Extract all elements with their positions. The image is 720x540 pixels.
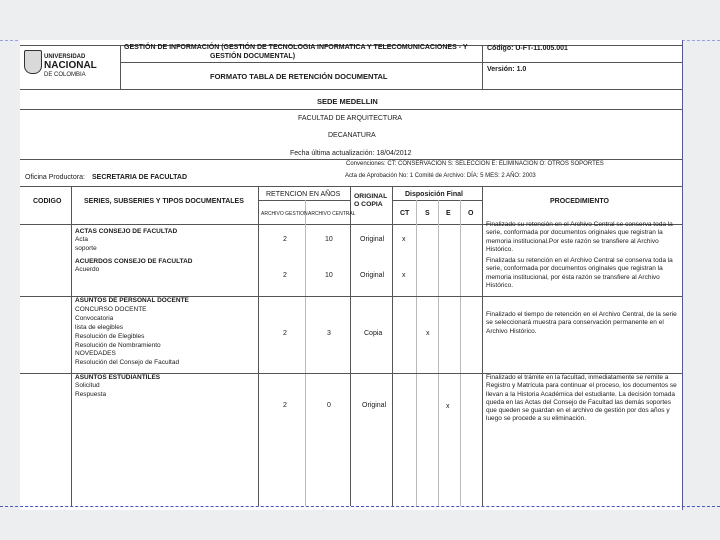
header-retencion: RETENCION EN AÑOS [266,191,341,198]
col-line-8 [460,200,461,506]
sede: SEDE MEDELLIN [317,97,378,106]
header-original-copia: ORIGINAL O COPIA [354,193,388,209]
col-line-4 [350,186,351,506]
col-line-5 [392,186,393,506]
table-row-actas [75,228,255,253]
row-acuerdos-ct: x [402,272,406,279]
convenciones: Convenciones: CT: CONSERVACION S: SELECCION E: ELIMINACION O: OTROS SOPORTES [346,161,604,167]
col-line-6 [416,200,417,506]
series-item: Solicitud [75,382,100,390]
series-item: soporte [75,244,97,252]
decanatura: DECANATURA [328,132,376,139]
row-actas-gestion: 2 [283,236,287,243]
meta-line-2 [20,159,682,160]
series-item: CONCURSO DOCENTE [75,305,147,313]
header-vline-2 [482,45,483,89]
row-personal-procedimiento: Finalizado el tiempo de retención en el Archivo Central, de la serie se seleccionará muestra para conservación permanente en el Archivo Histórico. [486,311,677,335]
header-procedimiento: PROCEDIMIENTO [550,198,609,205]
series-item: Convocatoria [75,314,114,322]
series-item: lista de elegibles [75,323,124,331]
series-item: Acta [75,236,89,244]
row-actas-procedimiento: Finalizado su retención en el Archivo Central se conserva toda la serie, conformada por documentos originales que registran la memoria institucional.Por este razón se transfiere al Archivo Histórico. [486,221,673,253]
header-ct: CT [400,210,410,217]
row-estudiantiles-central: 0 [327,402,331,409]
series-title: ASUNTOS DE PERSONAL DOCENTE [75,297,189,304]
row-estudiantiles-gestion: 2 [283,402,287,409]
series-item: Acuerdo [75,266,100,274]
series-item: Resolución de Elegibles [75,332,145,340]
facultad: FACULTAD DE ARQUITECTURA [298,115,402,122]
series-title: ACUERDOS CONSEJO DE FACULTAD [75,258,193,265]
format-title: FORMATO TABLA DE RETENCIÓN DOCUMENTAL [210,72,388,81]
header-series: SERIES, SUBSERIES Y TIPOS DOCUMENTALES [84,198,244,205]
row-personal-original: Copia [364,330,383,337]
series-item: Resolución de Nombramiento [75,341,161,349]
university-shield-icon [24,50,42,74]
row-personal-s: x [426,330,430,337]
header-archivo-gestion: ARCHIVO GESTION [261,211,308,217]
header-e: E [446,210,451,217]
university-logo [24,46,116,84]
row-personal-gestion: 2 [283,330,287,337]
header-mid-line [120,62,682,63]
header-o: O [468,210,474,217]
header-title-line1: GESTIÓN DE INFORMACIÓN (GESTIÓN DE TECNOLOGIA INFORMATICA Y TELECOMUNICACIONES - Y [124,44,468,51]
series-title: ASUNTOS ESTUDIANTILES [75,374,161,381]
logo-line2: NACIONAL [44,60,97,71]
row-actas-central: 10 [325,236,333,243]
row-estudiantiles-e: x [446,403,450,410]
row-acuerdos-procedimiento: Finalizada su retención en el Archivo Central se conserva toda la serie, conformada por documentos originales que registran la memoria institucional, por ésta razón se transfiere al Archivo Histórico. [486,257,673,289]
col-line-7 [438,200,439,506]
retencion-split-line [258,200,350,201]
series-item: Resolución del Consejo de Facultad [75,359,180,367]
document-version: Versión: 1.0 [487,66,527,73]
oficina-label: Oficina Productora: [25,174,85,181]
meta-line-1 [20,109,682,110]
bottom-dashed-rule [0,506,720,507]
row-estudiantiles-original: Original [362,402,387,409]
col-line-3 [305,200,306,506]
disposicion-split-line [392,200,482,201]
table-top-line [20,186,682,187]
fecha-actualizacion: Fecha última actualización: 18/04/2012 [290,150,412,157]
row-acuerdos-original: Original [360,272,385,279]
col-line-1 [71,186,72,506]
series-item: NOVEDADES [75,350,116,358]
series-title: ACTAS CONSEJO DE FACULTAD [75,228,178,235]
document-code: Código: U-FT-11.005.001 [487,45,568,52]
header-bottom-line [20,89,682,90]
row-acuerdos-gestion: 2 [283,272,287,279]
col-line-2 [258,186,259,506]
header-vline-1 [120,45,121,89]
table-row-acuerdos [75,258,255,275]
logo-line1: UNIVERSIDAD [44,54,86,60]
table-row-estudiantiles [75,374,255,399]
series-item: Respuesta [75,390,107,398]
acta-aprobacion: Acta de Aprobación No: 1 Comité de Archivo: DÍA: 5 MES: 2 AÑO: 2003 [345,173,536,179]
row-actas-original: Original [360,236,385,243]
header-archivo-central: ARCHIVO CENTRAL [308,211,356,217]
table-row-personal-docente [75,297,255,368]
header-s: S [425,210,430,217]
row-actas-ct: x [402,236,406,243]
row-personal-central: 3 [327,330,331,337]
row-acuerdos-central: 10 [325,272,333,279]
header-title-line2: GESTIÓN DOCUMENTAL) [210,53,296,60]
header-disposicion: Disposición Final [405,191,463,198]
logo-line3: DE COLOMBIA [44,72,86,78]
oficina-value: SECRETARIA DE FACULTAD [92,174,188,181]
header-codigo: CODIGO [33,198,62,205]
col-line-9 [482,186,483,506]
row-estudiantiles-procedimiento: Finalizado el trámite en la facultad, inmediatamente se remite a Registro y Matrícula para continuar el proceso, los documentos se llevan a la Historia Académica del estudiante. La decisión tomada queda en las Actas del Consejo de Facultad las demás soportes que queden se guardan en el archivo de gestión por dos años y luego se procede a su eliminación. [486,374,677,423]
